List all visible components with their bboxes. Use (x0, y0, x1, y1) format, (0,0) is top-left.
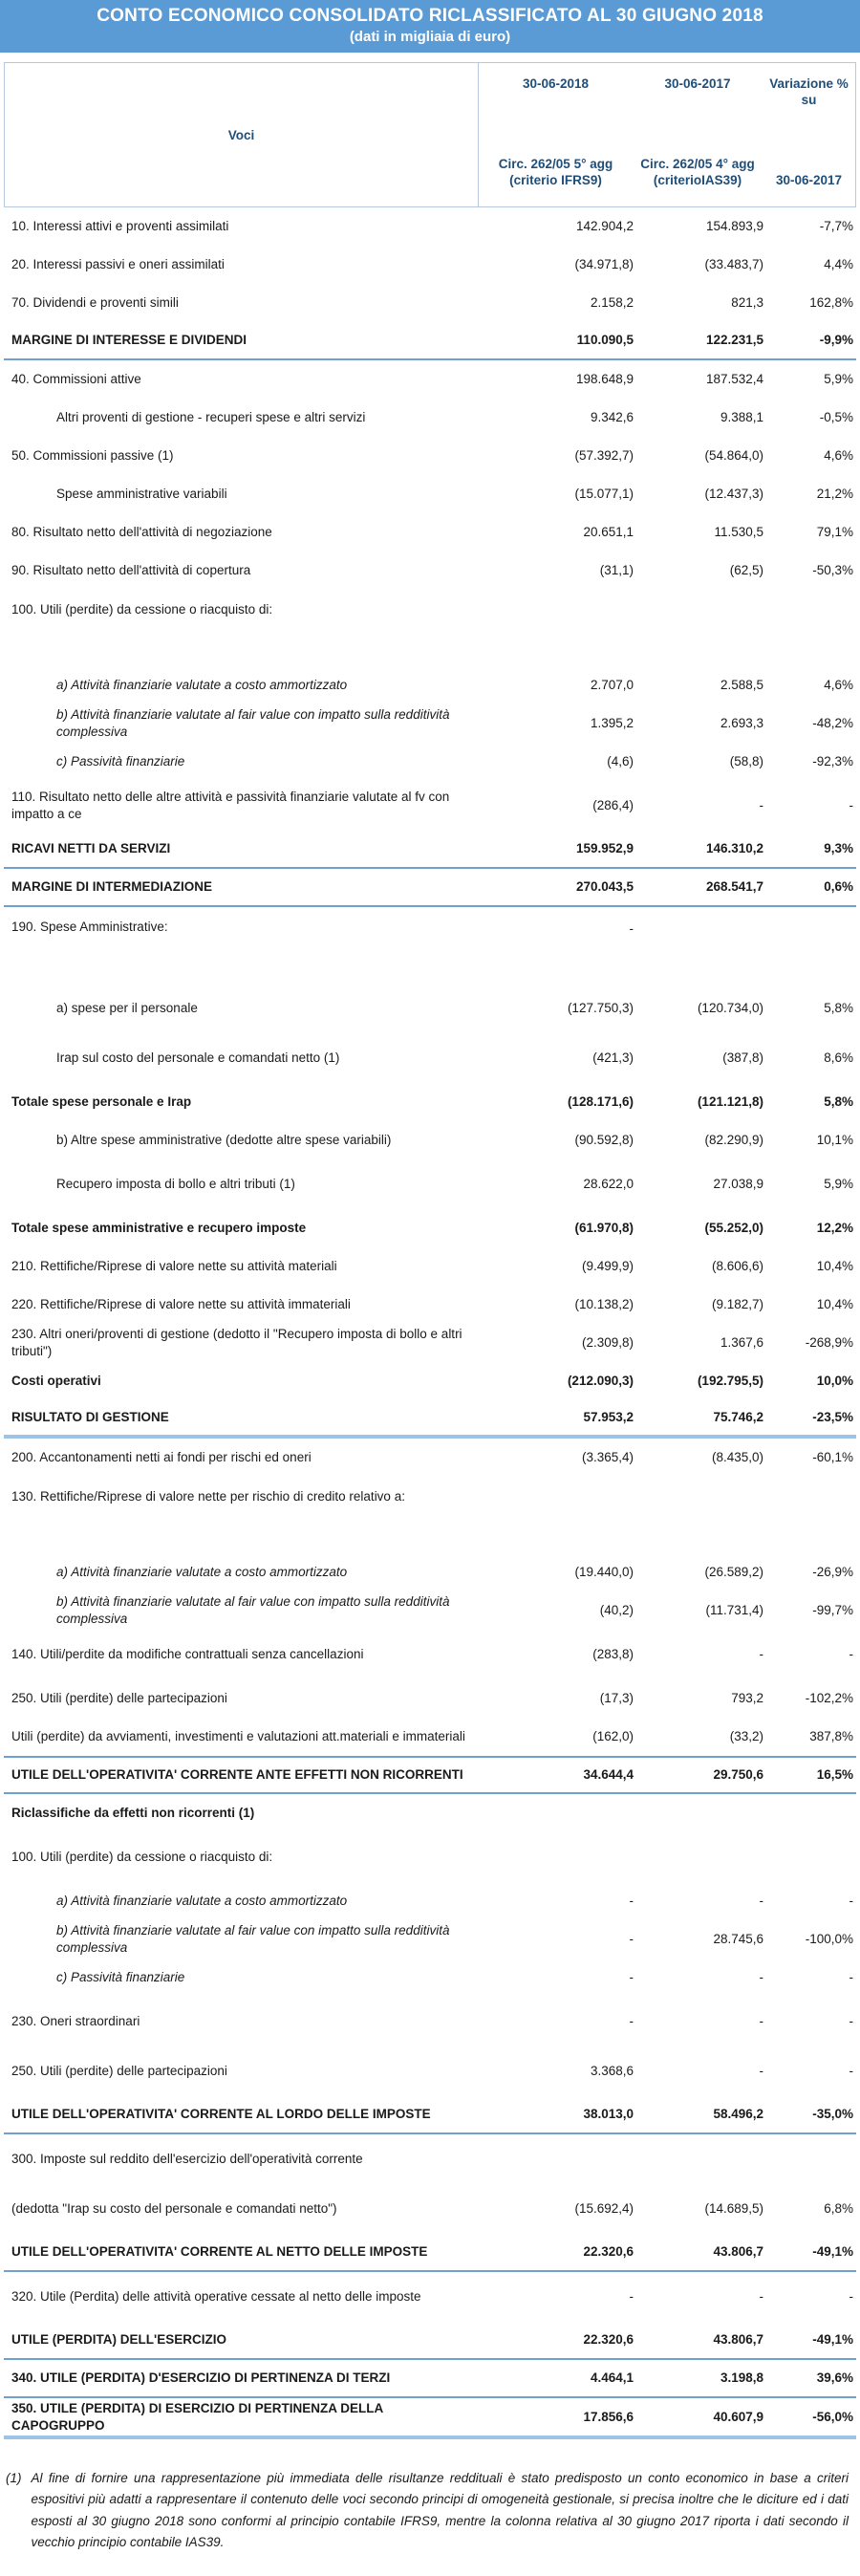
row-value-2018: 20.651,1 (583, 525, 634, 540)
row-value-2017: (120.734,0) (697, 1001, 763, 1016)
row-value-2018 (479, 601, 634, 603)
row-value-2017: 2.693,3 (720, 716, 763, 731)
column-header-2018-date: 30-06-2018 (522, 76, 590, 91)
row-value-variation: 10,4% (816, 1259, 853, 1274)
row-value-2018: (9.499,9) (581, 1259, 634, 1274)
row-label: 130. Rettifiche/Riprese di valore nette per rischio di credito relativo a: (11, 1489, 405, 1504)
column-header-2017-criteria: Circ. 262/05 4° agg (criterioIAS39) (640, 157, 755, 188)
row-value-2018: - (629, 2014, 634, 2029)
table-row (4, 1400, 856, 1439)
row-value-2018: (286,4) (592, 798, 634, 813)
row-label: 350. UTILE (PERDITA) DI ESERCIZIO DI PERTINENZA DELLA CAPOGRUPPO (11, 2401, 383, 2433)
row-value-2017: 43.806,7 (713, 2332, 763, 2348)
row-value-2017 (634, 1488, 763, 1490)
row-value-2018: (3.365,4) (581, 1450, 634, 1465)
row-label: 300. Imposte sul reddito dell'esercizio dell'operatività corrente (11, 2152, 363, 2167)
table-row (4, 1959, 856, 1997)
table-row (4, 2360, 856, 2398)
row-label: MARGINE DI INTERMEDIAZIONE (11, 879, 213, 895)
row-value-2017: (82.290,9) (704, 1133, 763, 1148)
row-value-2018: (90.592,8) (574, 1133, 634, 1148)
table-row (4, 1362, 856, 1400)
row-value-2018: - (629, 1970, 634, 1985)
row-value-2018: 22.320,6 (583, 2244, 634, 2260)
row-value-variation (763, 919, 856, 920)
row-value-variation: - (849, 2289, 853, 2305)
row-label: MARGINE DI INTERESSE E DIVIDENDI (11, 333, 247, 348)
row-label: 70. Dividendi e proventi simili (11, 295, 179, 311)
row-label: b) Altre spese amministrative (dedotte altre spese variabili) (56, 1133, 392, 1148)
row-value-2018: - (629, 921, 634, 936)
table-row (4, 2134, 856, 2184)
row-label: 140. Utili/perdite da modifiche contrattuali senza cancellazioni (11, 1647, 364, 1662)
row-value-2018: (40,2) (599, 1603, 634, 1618)
table-row (4, 907, 856, 984)
row-value-2017: - (759, 2064, 763, 2079)
row-value-variation: 4,4% (824, 257, 853, 272)
row-label: 230. Altri oneri/proventi di gestione (dedotto il "Recupero imposta di bollo e altri tributi") (11, 1327, 462, 1358)
row-value-2018: (283,8) (592, 1647, 634, 1662)
table-row (4, 1209, 856, 1247)
row-value-2018: 110.090,5 (576, 333, 634, 348)
row-value-variation: - (849, 798, 853, 813)
row-label: UTILE DELL'OPERATIVITA' CORRENTE AL LORDO DELLE IMPOSTE (11, 2107, 431, 2122)
row-value-variation (763, 601, 856, 603)
row-value-variation: 4,6% (824, 678, 853, 693)
row-value-2017: 154.893,9 (705, 219, 763, 234)
table-row (4, 207, 856, 246)
row-label: UTILE DELL'OPERATIVITA' CORRENTE ANTE EFFETTI NON RICORRENTI (11, 1767, 463, 1783)
row-value-2018: (15.077,1) (574, 487, 634, 502)
row-value-variation: -60,1% (812, 1450, 853, 1465)
row-value-variation: 79,1% (816, 525, 853, 540)
table-row (4, 2096, 856, 2134)
table-row (4, 552, 856, 590)
footnote-text: Al fine di fornire una rappresentazione più immediata delle risultanze reddituali è stato predisposto un conto economico in base a criteri espositivi più adatti a rappresentare il contenuto delle voci secondo principi di omogeneità gestionale, si precisa inoltre che le diciture ed i dati esposti al 30 giugno 2018 sono conformi al principio contabile IFRS9, mentre la colonna relativa al 30 giugno 2017 riporta i dati secondo il vecchio principio contabile IAS39. (31, 2471, 849, 2549)
row-value-2017: (8.606,6) (711, 1259, 763, 1274)
row-value-2017: 1.367,6 (720, 1335, 763, 1351)
report-title-bar (0, 0, 860, 53)
row-value-2018: 2.158,2 (590, 295, 634, 311)
table-row (4, 2322, 856, 2360)
row-value-2017: 58.496,2 (713, 2107, 763, 2122)
row-value-variation: 4,6% (824, 448, 853, 464)
row-label: 220. Rettifiche/Riprese di valore nette su attività immateriali (11, 1297, 351, 1312)
table-row (4, 1033, 856, 1083)
table-row (4, 1247, 856, 1286)
row-value-variation: 12,2% (816, 1221, 853, 1236)
table-row (4, 831, 856, 869)
row-value-variation: 6,8% (824, 2201, 853, 2217)
row-label: 200. Accantonamenti netti ai fondi per rischi ed oneri (11, 1450, 312, 1465)
table-row (4, 1083, 856, 1121)
row-value-2017: 268.541,7 (705, 879, 763, 895)
row-value-2017: (192.795,5) (697, 1374, 763, 1389)
row-label: b) Attività finanziarie valutate al fair value con impatto sulla redditività complessiva (56, 1923, 450, 1955)
row-label: Utili (perdite) da avviamenti, investimenti e valutazioni att.materiali e immateriali (11, 1729, 465, 1744)
row-label: 110. Risultato netto delle altre attività e passività finanziarie valutate al fv con impatto a ce (11, 790, 450, 821)
row-value-2017: - (759, 2014, 763, 2029)
table-row (4, 1756, 856, 1794)
table-row (4, 704, 856, 743)
row-value-2017: 146.310,2 (705, 841, 763, 856)
row-value-2018 (479, 1488, 634, 1490)
table-row (4, 781, 856, 831)
row-value-2018: (128.171,6) (567, 1094, 634, 1110)
row-value-variation: 10,4% (816, 1297, 853, 1312)
row-label: 250. Utili (perdite) delle partecipazioni (11, 2064, 227, 2079)
row-value-2017: (55.252,0) (704, 1221, 763, 1236)
report-title: CONTO ECONOMICO CONSOLIDATO RICLASSIFICATO AL 30 GIUGNO 2018 (97, 6, 763, 26)
row-value-2017: (11.731,4) (705, 1603, 763, 1618)
column-header-voci: Voci (227, 127, 255, 142)
row-value-2017: 75.746,2 (713, 1410, 763, 1425)
table-row (4, 1630, 856, 1679)
table-row (4, 984, 856, 1033)
row-value-variation: 5,8% (824, 1001, 853, 1016)
row-value-2018: 57.953,2 (583, 1410, 634, 1425)
row-label: Totale spese personale e Irap (11, 1094, 192, 1110)
row-label: 190. Spese Amministrative: (11, 920, 168, 934)
table-body (4, 207, 856, 2439)
row-value-2018: (61.970,8) (574, 1221, 634, 1236)
row-value-variation: - (849, 1894, 853, 1909)
row-value-variation: -23,5% (812, 1410, 853, 1425)
table-row (4, 1553, 856, 1591)
income-statement-table (4, 62, 856, 2439)
row-label: a) Attività finanziarie valutate a costo ammortizzato (56, 1894, 348, 1909)
row-label: Totale spese amministrative e recupero imposte (11, 1221, 307, 1236)
row-value-variation: -56,0% (812, 2409, 853, 2424)
row-value-2018: (57.392,7) (574, 448, 634, 464)
row-value-2017: (12.437,3) (704, 487, 763, 502)
row-value-2017: (8.435,0) (711, 1450, 763, 1465)
table-row (4, 437, 856, 475)
row-label: 320. Utile (Perdita) delle attività operative cessate al netto delle imposte (11, 2289, 421, 2305)
row-label: 230. Oneri straordinari (11, 2014, 140, 2029)
row-value-2017: 3.198,8 (720, 2370, 763, 2386)
row-label: 340. UTILE (PERDITA) D'ESERCIZIO DI PERTINENZA DI TERZI (11, 2370, 391, 2386)
row-value-2018: (4,6) (607, 754, 634, 769)
row-label: 250. Utili (perdite) delle partecipazioni (11, 1691, 227, 1706)
row-label: a) spese per il personale (56, 1001, 198, 1016)
row-label: c) Passività finanziarie (56, 1970, 185, 1985)
row-value-variation: -35,0% (812, 2107, 853, 2122)
row-value-variation: 10,1% (816, 1133, 853, 1148)
row-label: Riclassifiche da effetti non ricorrenti (1) (11, 1806, 255, 1821)
row-value-2018: 2.707,0 (590, 678, 634, 693)
table-row (4, 590, 856, 666)
row-label: b) Attività finanziarie valutate al fair value con impatto sulla redditività complessiva (56, 1594, 450, 1626)
row-value-2017: 40.607,9 (713, 2409, 763, 2424)
footnote-marker: (1) (6, 2471, 22, 2486)
table-row (4, 399, 856, 437)
table-row (4, 1477, 856, 1553)
row-value-2017 (634, 601, 763, 603)
table-row (4, 284, 856, 322)
row-value-2017: (54.864,0) (704, 448, 763, 464)
row-label: 210. Rettifiche/Riprese di valore nette su attività materiali (11, 1259, 337, 1274)
row-value-variation: -92,3% (812, 754, 853, 769)
row-value-2018: (34.971,8) (574, 257, 634, 272)
row-label: 40. Commissioni attive (11, 372, 141, 387)
row-value-variation (763, 1488, 856, 1490)
row-value-variation: -0,5% (819, 410, 853, 425)
row-value-2017: 2.588,5 (720, 678, 763, 693)
row-label: Costi operativi (11, 1374, 101, 1389)
table-row (4, 475, 856, 513)
row-value-variation: 8,6% (824, 1050, 853, 1066)
row-value-2017: (62,5) (729, 563, 763, 578)
row-value-2018: - (629, 1932, 634, 1947)
row-value-2017: - (759, 1647, 763, 1662)
row-label: a) Attività finanziarie valutate a costo ammortizzato (56, 678, 348, 693)
row-label: RISULTATO DI GESTIONE (11, 1410, 169, 1425)
table-row (4, 1121, 856, 1159)
row-value-2018: (10.138,2) (574, 1297, 634, 1312)
row-value-2017: 43.806,7 (713, 2244, 763, 2260)
row-value-2018: 3.368,6 (590, 2064, 634, 2079)
table-row (4, 1920, 856, 1959)
row-label: b) Attività finanziarie valutate al fair value con impatto sulla redditività complessiva (56, 707, 450, 739)
row-value-variation: 16,5% (816, 1767, 853, 1783)
row-label: 100. Utili (perdite) da cessione o riacquisto di: (11, 1850, 273, 1865)
row-value-2017: 9.388,1 (720, 410, 763, 425)
row-value-variation: -7,7% (819, 219, 853, 234)
row-value-variation: 5,9% (824, 372, 853, 387)
row-value-2017: (26.589,2) (704, 1565, 763, 1580)
table-row (4, 869, 856, 907)
row-value-2017: (14.689,5) (704, 2201, 763, 2217)
table-row (4, 1832, 856, 1882)
row-value-2018: (31,1) (599, 563, 634, 578)
row-value-2018: (212.090,3) (567, 1374, 634, 1389)
column-header-2017 (633, 63, 763, 206)
row-label: 100. Utili (perdite) da cessione o riacquisto di: (11, 602, 273, 617)
row-value-2018: 270.043,5 (575, 879, 634, 895)
row-value-2017: - (759, 798, 763, 813)
row-value-variation: -49,1% (812, 2332, 853, 2348)
table-row (4, 360, 856, 399)
row-value-2018: 22.320,6 (583, 2332, 634, 2348)
row-value-variation: 5,9% (824, 1177, 853, 1192)
row-value-variation: 10,0% (816, 1374, 853, 1389)
column-header-variation-label: Variazione % su (769, 76, 849, 107)
row-value-2018: 34.644,4 (583, 1767, 634, 1783)
row-value-variation: - (849, 2064, 853, 2079)
row-value-variation: -9,9% (819, 333, 853, 348)
row-value-2018: (162,0) (592, 1729, 634, 1744)
column-header-2017-date: 30-06-2017 (664, 76, 731, 91)
row-value-2018: (17,3) (599, 1691, 634, 1706)
row-value-2018: 17.856,6 (583, 2409, 634, 2424)
row-value-variation: -268,9% (805, 1335, 853, 1351)
row-label: 80. Risultato netto dell'attività di negoziazione (11, 525, 272, 540)
row-value-2017: 28.745,6 (713, 1932, 763, 1947)
row-label: a) Attività finanziarie valutate a costo ammortizzato (56, 1565, 348, 1580)
row-value-2017: 29.750,6 (713, 1767, 763, 1783)
row-value-2018: (2.309,8) (581, 1335, 634, 1351)
row-value-variation: 5,8% (824, 1094, 853, 1110)
row-value-variation: -99,7% (812, 1603, 853, 1618)
row-label: c) Passività finanziarie (56, 754, 185, 769)
row-value-2018: 159.952,9 (575, 841, 634, 856)
row-label: UTILE DELL'OPERATIVITA' CORRENTE AL NETTO DELLE IMPOSTE (11, 2244, 428, 2260)
row-label: (dedotta "Irap su costo del personale e comandati netto") (11, 2201, 337, 2217)
table-row (4, 322, 856, 360)
row-label: 90. Risultato netto dell'attività di copertura (11, 563, 251, 578)
table-row (4, 1718, 856, 1756)
row-label: RICAVI NETTI DA SERVIZI (11, 841, 171, 856)
table-row (4, 1286, 856, 1324)
row-value-2017: 187.532,4 (705, 372, 763, 387)
row-label: 20. Interessi passivi e oneri assimilati (11, 257, 225, 272)
table-row (4, 1439, 856, 1477)
column-header-2018-criteria: Circ. 262/05 5° agg (criterio IFRS9) (498, 157, 613, 188)
row-value-2018: (19.440,0) (574, 1565, 634, 1580)
row-value-2017: 11.530,5 (714, 525, 763, 540)
row-value-2017: - (759, 2289, 763, 2305)
row-value-2018: 198.648,9 (575, 372, 634, 387)
row-value-variation: 21,2% (816, 487, 853, 502)
row-value-2017: 793,2 (731, 1691, 763, 1706)
row-value-2017: (33.483,7) (704, 257, 763, 272)
table-row (4, 513, 856, 552)
table-row (4, 1679, 856, 1718)
row-value-2018: 38.013,0 (583, 2107, 634, 2122)
row-value-2017: (387,8) (722, 1050, 763, 1066)
column-header-2018 (478, 63, 633, 206)
column-header-variation (763, 63, 855, 206)
row-value-2018: 9.342,6 (590, 410, 634, 425)
row-value-2018: 4.464,1 (590, 2370, 634, 2386)
row-value-2018: (421,3) (592, 1050, 634, 1066)
table-row (4, 1794, 856, 1832)
table-row (4, 2272, 856, 2322)
column-header-variation-date: 30-06-2017 (775, 173, 843, 188)
row-value-2018: - (629, 1894, 634, 1909)
row-value-2017: 122.231,5 (705, 333, 763, 348)
row-value-2017: (33,2) (729, 1729, 763, 1744)
footnote (6, 2468, 849, 2553)
row-label: UTILE (PERDITA) DELL'ESERCIZIO (11, 2332, 226, 2348)
row-value-variation: -50,3% (812, 563, 853, 578)
row-value-variation: 162,8% (809, 295, 853, 311)
report-subtitle: (dati in migliaia di euro) (349, 29, 511, 45)
table-row (4, 1882, 856, 1920)
table-row (4, 2184, 856, 2234)
row-label: 10. Interessi attivi e proventi assimilati (11, 219, 229, 234)
row-value-variation: - (849, 1647, 853, 1662)
table-row (4, 1997, 856, 2046)
row-value-variation: - (849, 2014, 853, 2029)
row-value-2018: 28.622,0 (583, 1177, 634, 1192)
table-row (4, 2046, 856, 2096)
row-value-variation: 9,3% (824, 841, 853, 856)
row-value-2017: 821,3 (731, 295, 763, 311)
table-row (4, 2234, 856, 2272)
row-value-2017: (9.182,7) (711, 1297, 763, 1312)
row-value-variation: -102,2% (805, 1691, 853, 1706)
table-row (4, 1591, 856, 1630)
row-value-variation: 387,8% (809, 1729, 853, 1744)
row-value-2017 (634, 919, 763, 920)
row-value-variation: -26,9% (812, 1565, 853, 1580)
row-value-2018: 1.395,2 (590, 716, 634, 731)
row-value-variation: 0,6% (824, 879, 853, 895)
row-label: 50. Commissioni passive (1) (11, 448, 174, 464)
row-value-2018: - (629, 2289, 634, 2305)
row-value-2017: - (759, 1894, 763, 1909)
row-label: Altri proventi di gestione - recuperi spese e altri servizi (56, 410, 366, 425)
row-value-2017: (58,8) (729, 754, 763, 769)
row-value-2017: (121.121,8) (697, 1094, 763, 1110)
row-value-2017: - (759, 1970, 763, 1985)
row-label: Irap sul costo del personale e comandati netto (1) (56, 1050, 340, 1066)
row-value-variation: 39,6% (816, 2370, 853, 2386)
table-row (4, 1324, 856, 1362)
row-value-variation: -100,0% (805, 1932, 853, 1947)
table-header-row (4, 62, 856, 207)
row-value-variation: -49,1% (812, 2244, 853, 2260)
row-value-2018: (15.692,4) (574, 2201, 634, 2217)
table-row (4, 2398, 856, 2439)
row-label: Spese amministrative variabili (56, 487, 227, 502)
row-value-2018: (127.750,3) (567, 1001, 634, 1016)
row-label: Recupero imposta di bollo e altri tributi (1) (56, 1177, 295, 1192)
table-row (4, 1159, 856, 1209)
table-row (4, 666, 856, 704)
row-value-2018: 142.904,2 (575, 219, 634, 234)
table-row (4, 743, 856, 781)
row-value-variation: - (849, 1970, 853, 1985)
row-value-variation: -48,2% (812, 716, 853, 731)
table-row (4, 246, 856, 284)
row-value-2017: 27.038,9 (713, 1177, 763, 1192)
